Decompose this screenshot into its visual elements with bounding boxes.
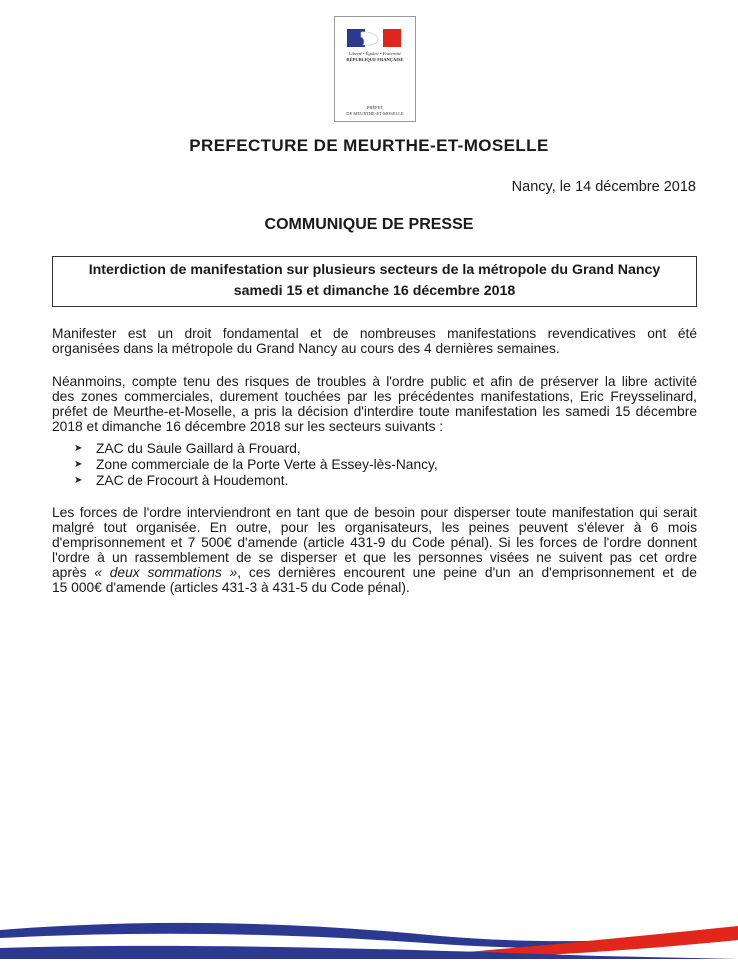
communique-title: COMMUNIQUE DE PRESSE [264, 216, 474, 233]
paragraph-line: Manifester est un droit fondamental et de nombreuses manifestations revendicatives ont été [52, 326, 697, 341]
logo-subtitle: PRÉFET DE MEURTHE-ET-MOSELLE [346, 105, 404, 116]
paragraph-line: préfet de Meurthe-et-Moselle, a pris la décision d'interdire toute manifestation les samedi 15 décembre [52, 404, 697, 419]
arrow-bullet-icon: ➤ [74, 459, 83, 470]
paragraph-line: Néanmoins, compte tenu des risques de troubles à l'ordre public et afin de préserver la libre activité [52, 374, 697, 389]
sector-label: Zone commerciale de la Porte Verte à Essey-lès-Nancy, [96, 457, 438, 472]
logo-motto: Liberté • Égalité • Fraternité [348, 51, 402, 56]
sector-list [74, 441, 438, 489]
marianne-flag-icon [347, 29, 401, 47]
paragraph-line: après « deux sommations », ces dernières encourent une peine d'un an d'emprisonnement et de [52, 565, 697, 580]
list-item [74, 457, 438, 473]
tricolour-footer-wave [0, 900, 738, 959]
sector-label: ZAC du Saule Gaillard à Frouard, [96, 441, 301, 456]
paragraph-line: l'ordre à un rassemblement de se disperser et que les personnes visées ne suivent pas cet ordre [52, 550, 697, 565]
emphasis-sommations: « deux sommations » [94, 565, 238, 580]
prefecture-logo [334, 16, 416, 122]
paragraph-line: d'emprisonnement et 7 500€ d'amende (article 431-9 du Code pénal). Si les forces de l'ordre donnent [52, 535, 697, 550]
subject-box [52, 256, 697, 307]
paragraph-line: organisées dans la métropole du Grand Nancy au cours des 4 dernières semaines. [52, 341, 560, 356]
paragraph-sanctions [52, 505, 697, 595]
paragraph-decision [52, 374, 697, 434]
paragraph-line: malgré tout organisée. En outre, pour les organisateurs, les peines peuvent s'élever à 6 mois [52, 520, 697, 535]
list-item [74, 441, 438, 457]
subject-line-1: Interdiction de manifestation sur plusieurs secteurs de la métropole du Grand Nancy [88, 262, 661, 278]
paragraph-line: des zones commerciales, durement touchées par les précédentes manifestations, Eric Freysselinard, [52, 389, 697, 404]
dateline: Nancy, le 14 décembre 2018 [511, 179, 696, 195]
logo-republic: RÉPUBLIQUE FRANÇAISE [346, 57, 404, 62]
paragraph-line: Les forces de l'ordre interviendront en tant que de besoin pour disperser toute manifestation qui serait [52, 505, 697, 520]
paragraph-line: 2018 et dimanche 16 décembre 2018 sur les secteurs suivants : [52, 419, 444, 434]
prefecture-heading: PREFECTURE DE MEURTHE-ET-MOSELLE [189, 136, 549, 155]
arrow-bullet-icon: ➤ [74, 443, 83, 454]
subject-line-2: samedi 15 et dimanche 16 décembre 2018 [233, 283, 516, 299]
paragraph-intro [52, 326, 697, 356]
arrow-bullet-icon: ➤ [74, 475, 83, 486]
list-item [74, 473, 438, 489]
paragraph-line: 15 000€ d'amende (articles 431-3 à 431-5 du Code pénal). [52, 580, 410, 595]
sector-label: ZAC de Frocourt à Houdemont. [96, 473, 289, 488]
